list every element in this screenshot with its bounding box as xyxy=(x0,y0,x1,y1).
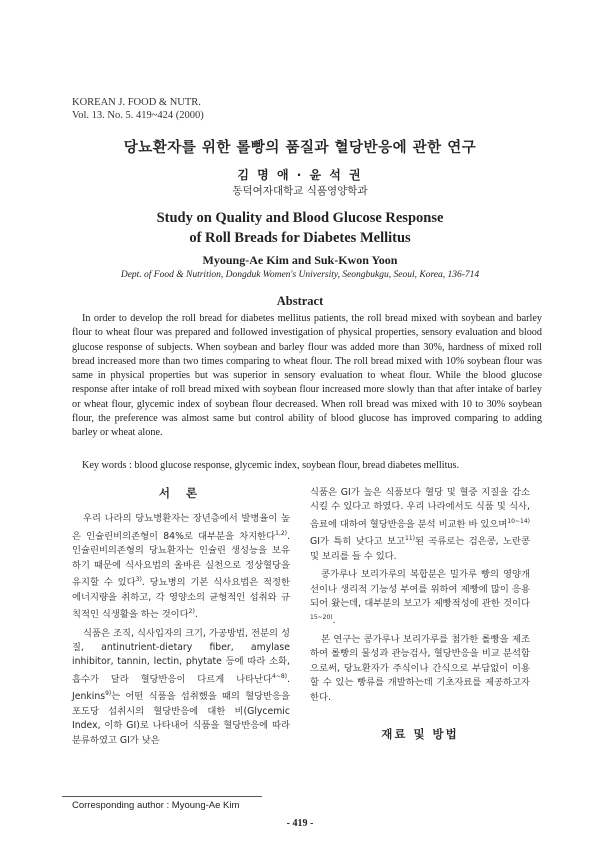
citation: 2) xyxy=(188,608,195,616)
keywords: Key words : blood glucose response, glycemic index, soybean flour, bread diabetes mellitus. xyxy=(82,460,460,471)
left-column xyxy=(72,486,290,752)
citation: 3) xyxy=(135,576,142,584)
korean-affiliation: 동덕여자대학교 식품영양학과 xyxy=(232,185,368,197)
citation: 11) xyxy=(405,535,416,543)
intro-paragraph-4: 콩가루나 보리가루의 복합분은 밀가루 빵의 영양개선이나 생리적 기능성 부여를 위하여 제빵에 많이 응용되어 왔는데, 대부분의 보고가 제빵적성에 관한 것이다$^{15\sim 20)}$. xyxy=(310,569,530,627)
intro-heading: 서 론 xyxy=(158,486,204,500)
korean-authors: 김 명 애 · 윤 석 권 xyxy=(237,168,363,182)
citation: 1,2) xyxy=(275,529,288,537)
english-affiliation: Dept. of Food & Nutrition, Dongduk Women's University, Seongbukgu, Seoul, Korea, 136-714 xyxy=(120,270,480,280)
abstract-heading: Abstract xyxy=(276,294,324,308)
right-column xyxy=(310,486,530,741)
intro-paragraph-5: 본 연구는 콩가루나 보리가루를 첨가한 롤빵을 제조하여 롤빵의 물성과 관능검사, 혈당반응을 비교 분석함으로써, 당뇨환자가 주식이나 간식으로 부담없이 이용할 수 있는 빵류를 개발하는데 기초자료를 제공하고자 한다. xyxy=(310,633,530,703)
journal-volume: Vol. 13. No. 5. 419~424 (2000) xyxy=(72,110,204,121)
methods-heading: 재료 및 방법 xyxy=(381,726,459,741)
english-title xyxy=(0,208,600,248)
intro-paragraph-1: 우리 나라의 당뇨병환자는 장년층에서 발병율이 높은 인슐린비의존형이 84%로 대부분을 차지한다$^{1,2)}$. 인슐린비의존형의 당뇨환자는 인슐린 생성능을 보유하기 때문에 식사요법의 올바른 실천으로 정상혈당을 유지할 수 있다$^{3)}$. 당뇨병의 기본 식사요법은 적정한 에너지량을 취하고, 각 영양소의 균형적인 섭취와 규칙적인 식생활을 하는 것이다$^{2)}$. xyxy=(72,513,290,621)
english-title-line1: Study on Quality and Blood Glucose Response xyxy=(156,210,444,226)
intro-paragraph-2: 식품은 조직, 식사입자의 크기, 가공방법, 전분의 성질, antinutrient-dietary fiber, amylase inhibitor, tannin, lectin, phytate 등에 따라 소화, 흡수가 달라 혈당반응이 다르게 나타난다$^{4\sim 8)}$. Jenkins$^{9)}$는 어떤 식품을 섭취했을 때의 혈당반응을 포도당 섭취시의 혈당반응에 대한 비(Glycemic Index, 이하 GI)로 나타내어 식품을 혈당반응에 따라 분류하였고 GI가 낮은 xyxy=(72,627,290,746)
page-number: - 419 - xyxy=(286,818,314,829)
english-title-line2: of Roll Breads for Diabetes Mellitus xyxy=(189,230,411,246)
english-authors: Myoung-Ae Kim and Suk-Kwon Yoon xyxy=(202,253,398,267)
citation: 9) xyxy=(105,690,112,698)
journal-name: KOREAN J. FOOD & NUTR. xyxy=(72,97,201,108)
abstract-text: In order to develop the roll bread for diabetes mellitus patients, the roll bread mixed with soybean and barley flour to wheat flour was prepared and followed investigation of physical properties, sensory evaluation and blood glucose response of subjects. When soybean and barley flour was added more than 30%, hardness of mixed roll bread increased more than two times comparing to wheat flour. The roll bread mixed with 10% soybean flour was same in physical properties but was superior in sensory evaluation to wheat flour. While the blood glucose response after intake of roll bread mixed with soybean flour increased more slowly than that after intake of barley or wheat flour, glycemic index of soybean flour decreased. When roll bread was mixed with 10 to 30% soybean flour, the preference was almost same but control ability of blood glucose has improved comparing to adding barley or wheat alone. xyxy=(72,313,542,439)
corresponding-author: Corresponding author : Myoung-Ae Kim xyxy=(72,800,240,811)
intro-paragraph-3: 식품은 GI가 높은 식품보다 혈당 및 혈중 지질을 감소시킬 수 있다고 하였다. 우리 나라에서도 식품 및 식사, 음료에 대하여 혈당반응을 분석 비교한 바 있으며$^{10\sim 14)}$ GI가 특히 낮다고 보고$^{11)}$된 곡류로는 검은콩, 노란콩 및 보리를 들 수 있다. xyxy=(310,487,530,562)
citation: 15~20) xyxy=(310,614,333,622)
korean-title: 당뇨환자를 위한 롤빵의 품질과 혈당반응에 관한 연구 xyxy=(123,140,477,156)
citation: 10~14) xyxy=(507,517,530,525)
citation: 4~8) xyxy=(272,672,288,680)
footnote-rule xyxy=(62,796,262,797)
journal-header xyxy=(72,96,204,122)
